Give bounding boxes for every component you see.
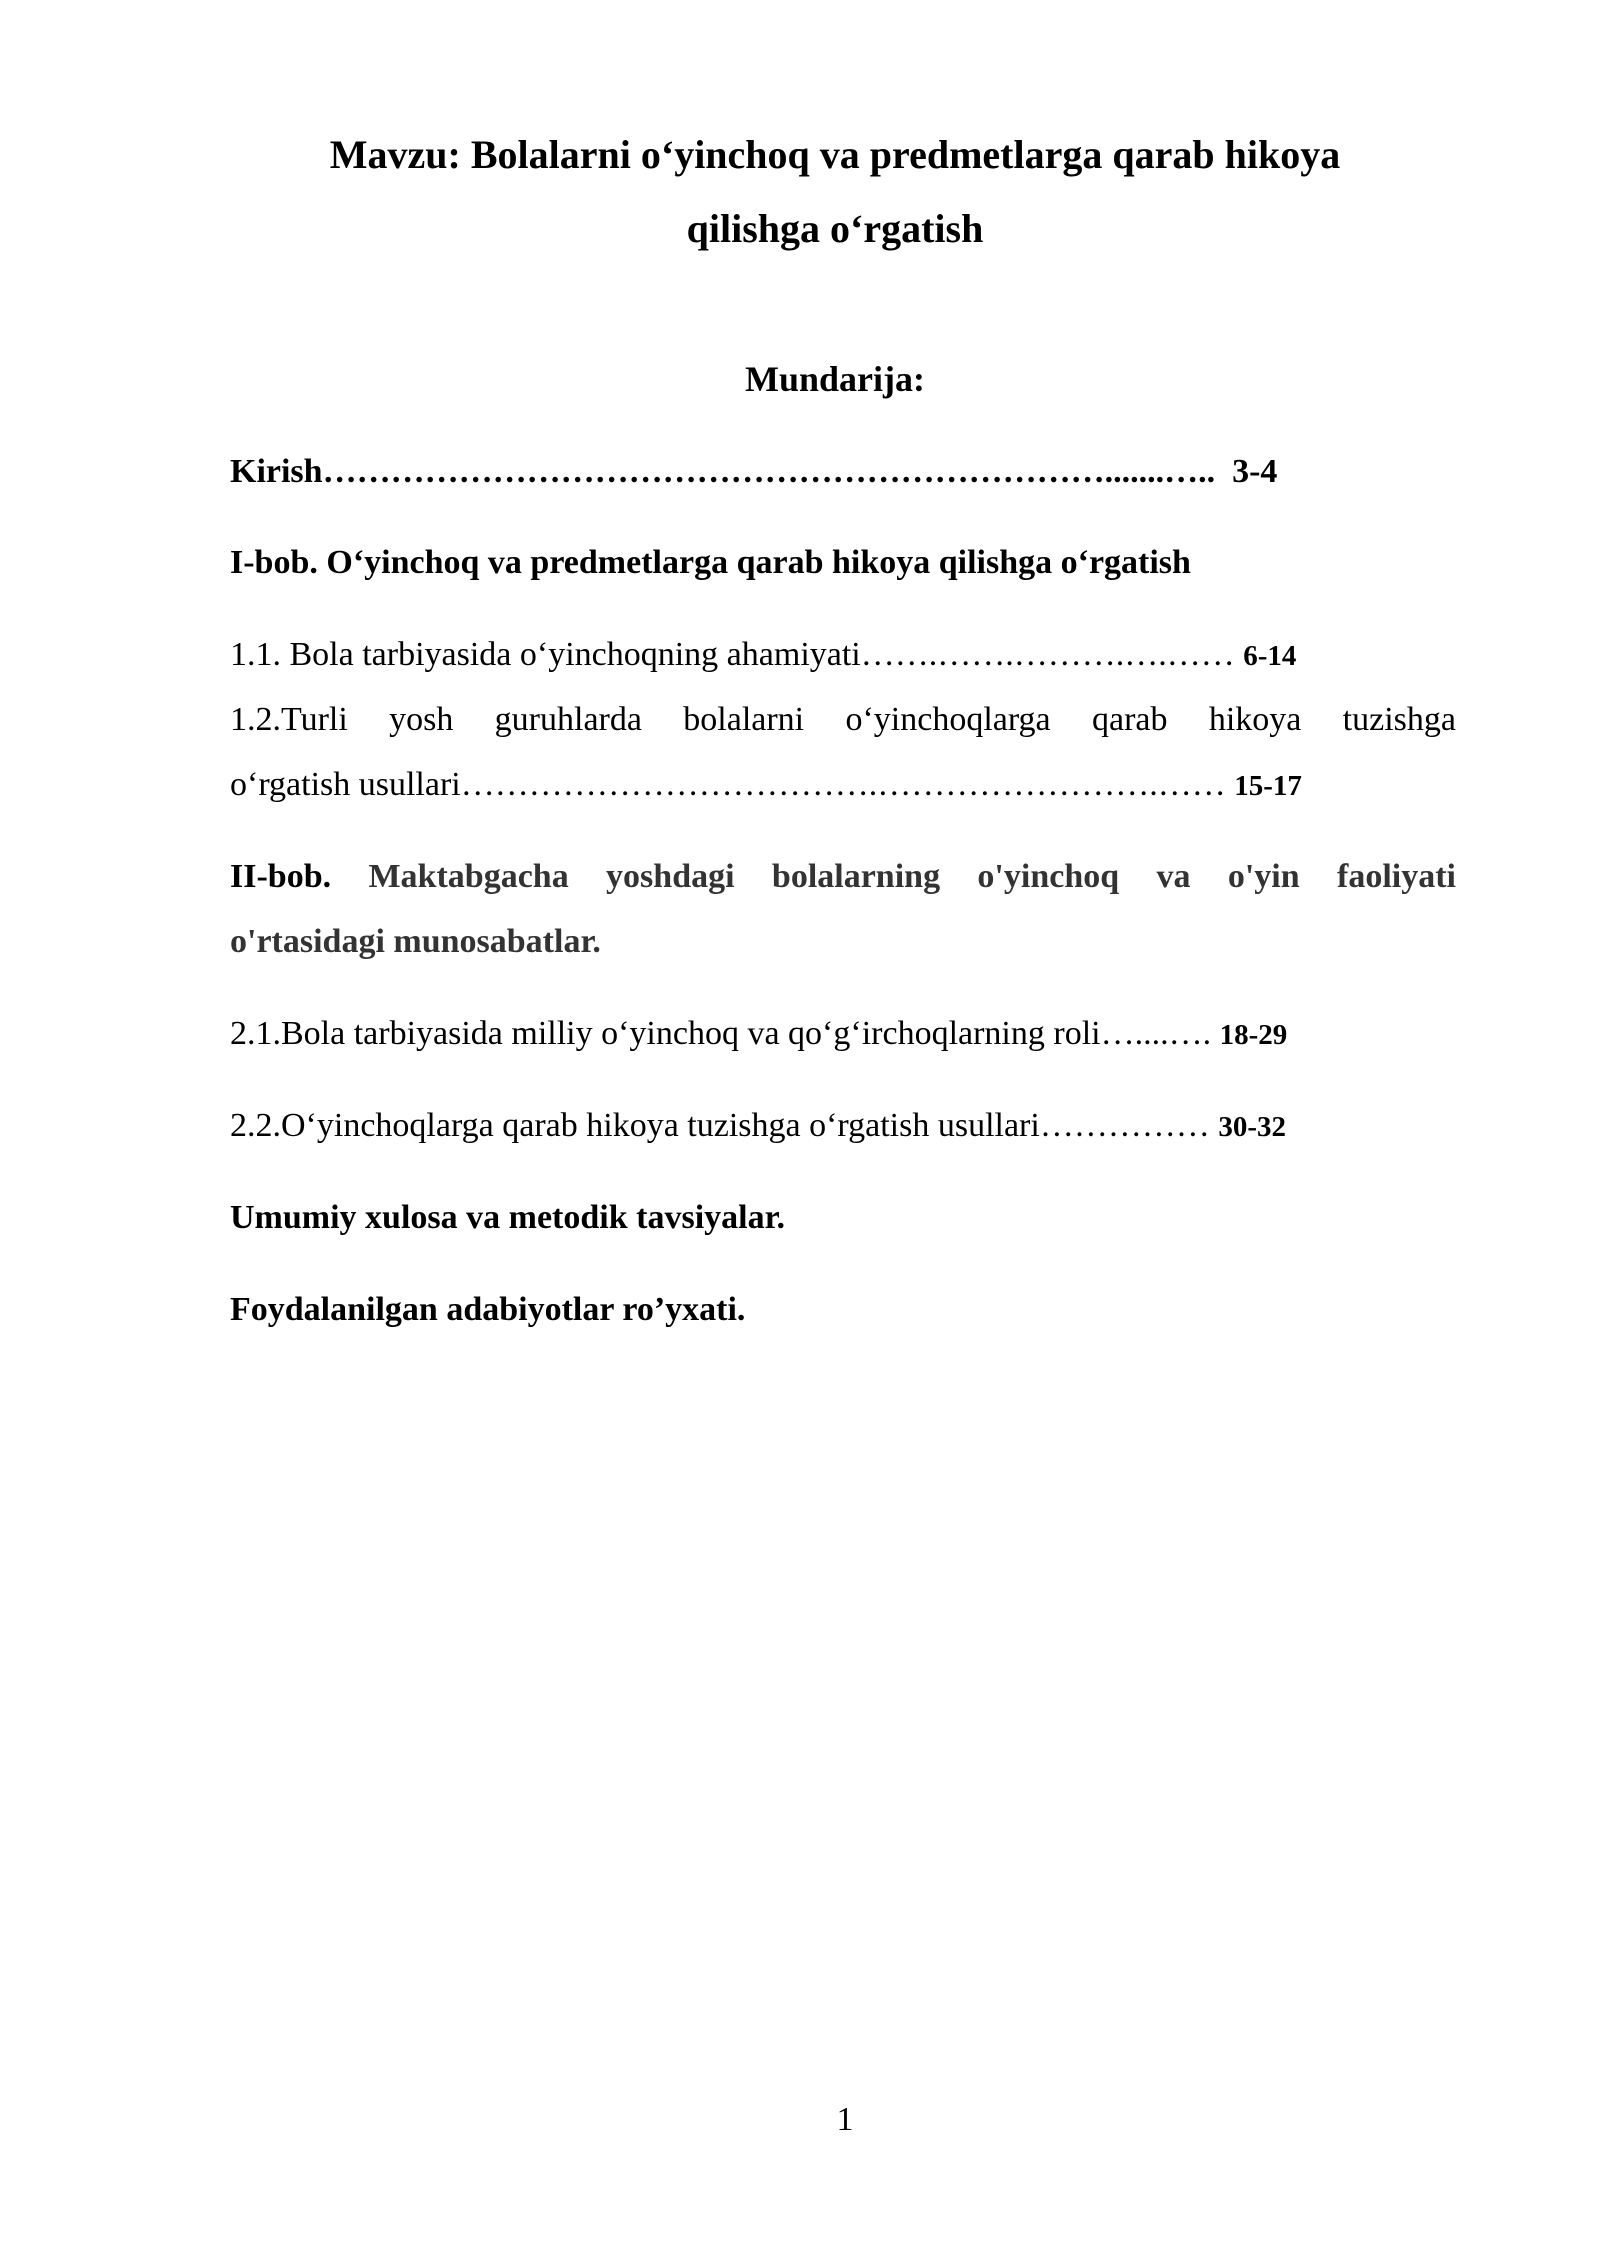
toc-page-range: 3-4 — [1232, 453, 1278, 490]
toc-entry-1-2-line-1: 1.2.Turli yosh guruhlarda bolalarni o‘yinchoqlarga qarab hikoya tuzishga — [230, 701, 1456, 738]
toc-heading: Mundarija: — [745, 359, 925, 399]
toc-entry-2-2 — [230, 1104, 1456, 1149]
toc-entry-label: 2.2.O‘yinchoqlarga qarab hikoya tuzishga o‘rgatish usullari — [230, 1107, 1040, 1144]
title-line-1: Mavzu: Bolalarni o‘yinchoq va predmetlarga qarab hikoya — [329, 132, 1341, 177]
toc-chapter-2-line-1 — [230, 855, 1456, 899]
toc-chapter-label: I-bob. O‘yinchoq va predmetlarga qarab hikoya qilishga o‘rgatish — [230, 544, 1191, 581]
toc-chapter-prefix: II-bob. — [230, 858, 332, 895]
page-number: 1 — [836, 2101, 854, 2138]
title-line-2: qilishga o‘rgatish — [686, 206, 984, 251]
document-title — [230, 118, 1440, 266]
toc-entry-conclusion: Umumiy xulosa va metodik tavsiyalar. — [230, 1199, 786, 1236]
toc-leader: ……………………………….…………………….…… — [460, 766, 1226, 803]
toc-entry-label: Kirish — [230, 453, 323, 490]
toc-leader: …….…….……….….…… — [860, 636, 1235, 673]
toc-chapter-1 — [230, 541, 1456, 585]
toc-page-range: 15-17 — [1234, 770, 1302, 802]
toc-page-range: 18-29 — [1219, 1019, 1288, 1051]
toc-chapter-label: Maktabgacha yoshdagi bolalarning o'yinchoq va o'yin faoliyati — [368, 858, 1456, 895]
toc-entry-label: 1.1. Bola tarbiyasida o‘yinchoqning ahamiyati — [230, 636, 861, 673]
toc-entry-1-2-line-2 — [230, 763, 1456, 808]
toc-leader: …………… — [1039, 1107, 1210, 1144]
toc-entry-references: Foydalanilgan adabiyotlar ro’yxati. — [230, 1291, 746, 1328]
toc-page-range: 6-14 — [1243, 640, 1297, 672]
toc-leader: …....…. — [1100, 1015, 1212, 1052]
toc-entry-label: 2.1.Bola tarbiyasida milliy o‘yinchoq va qo‘g‘irchoqlarning roli — [230, 1015, 1101, 1052]
toc-entry-1-1 — [230, 633, 1456, 678]
toc-leader: …………………………………………………………….......….. — [322, 453, 1216, 490]
toc-entry-label: o‘rgatish usullari — [230, 766, 461, 803]
toc-chapter-2-line-2: o'rtasidagi munosabatlar. — [230, 923, 601, 960]
toc-page-range: 30-32 — [1218, 1111, 1286, 1143]
toc-entry-kirish — [230, 450, 1456, 494]
toc-entry-2-1 — [230, 1012, 1456, 1057]
